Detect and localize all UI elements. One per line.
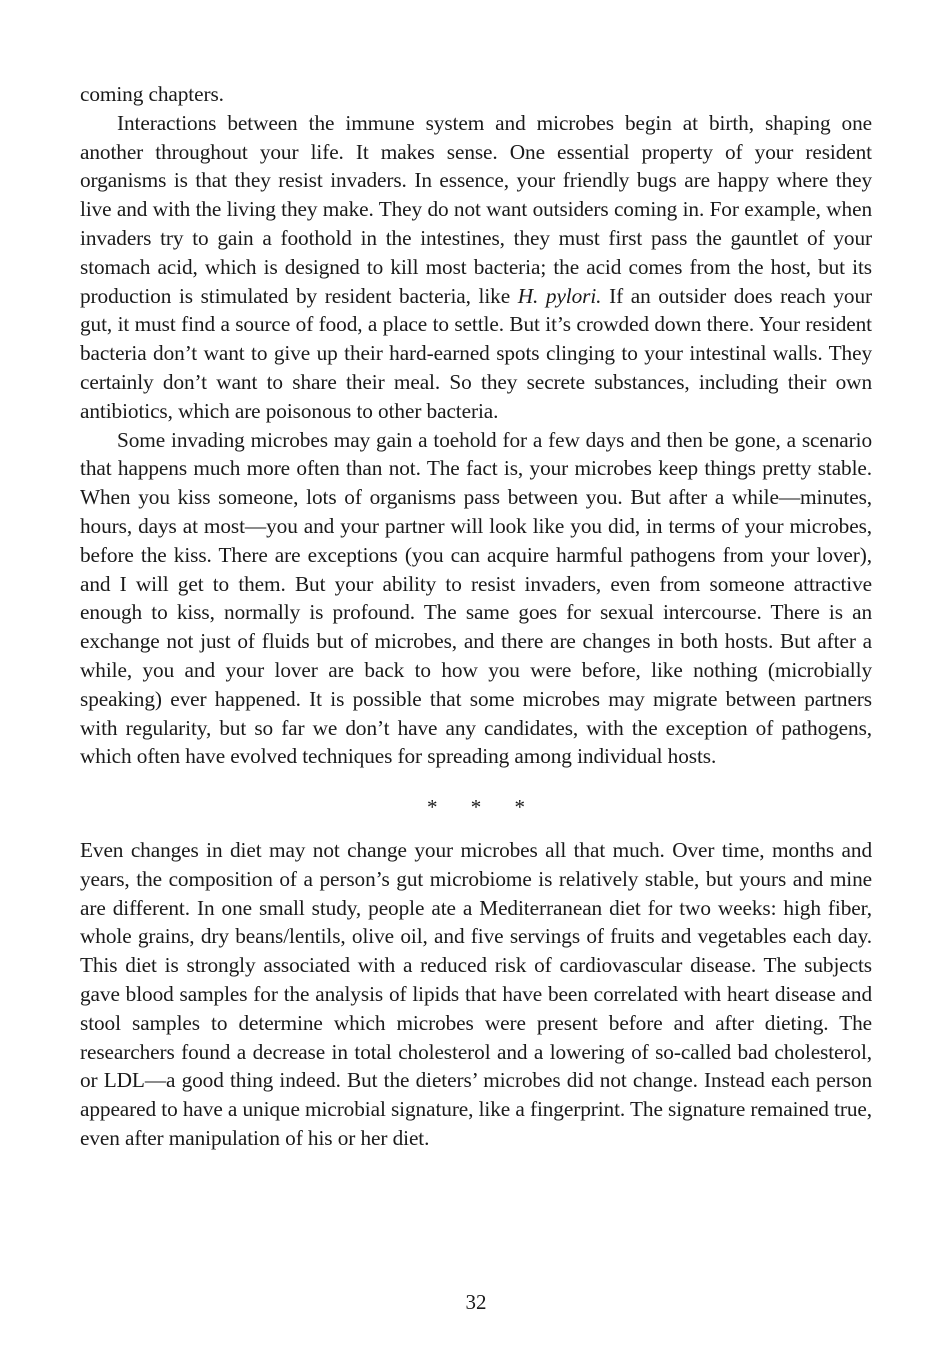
section-separator: * * * [427,795,539,820]
paragraph-immune-interactions [80,109,872,426]
paragraph-invading-microbes: Some invading microbes may gain a toehold for a few days and then be gone, a scenario that happens much more often than not. The fact is, your microbes keep things pretty stable. When you kiss someone, lots of organisms pass between you. But after a while—minutes, hours, days at most—you and your partner will look like you did, in terms of your microbes, before the kiss. There are exceptions (you can acquire harmful pathogens from your lover), and I will get to them. But your ability to resist invaders, even from someone attractive enough to kiss, normally is profound. The same goes for sexual intercourse. There is an exchange not just of fluids but of microbes, and there are changes in both hosts. But after a while, you and your lover are back to how you were before, like nothing (microbially speaking) ever happened. It is possible that some microbes may migrate between partners with regularity, but so far we don’t have any candidates, with the exception of pathogens, which often have evolved techniques for spreading among individual hosts. [80,427,872,769]
paragraph-diet-changes: Even changes in diet may not change your microbes all that much. Over time, months and years, the composition of a person’s gut microbiome is relatively stable, but yours and mine are different. In one small study, people ate a Mediterranean diet for two weeks: high fiber, whole grains, dry beans/lentils, olive oil, and five servings of fruits and vegetables each day. This diet is strongly associated with a reduced risk of cardiovascular disease. The subjects gave blood samples for the analysis of lipids that have been correlated with heart disease and stool samples to determine which microbes were present before and after dieting. The researchers found a decrease in total cholesterol and a lowering of so-called bad cholesterol, or LDL—a good thing indeed. But the dieters’ microbes did not change. Instead each person appeared to have a unique microbial signature, like a fingerprint. The signature remained true, even after manipulation of his or her diet. [80,837,872,1150]
page-body [80,80,872,1153]
paragraph-continuation: coming chapters. [80,82,224,106]
paragraph-text: Interactions between the immune system and microbes begin at birth, shaping one another throughout your life. It makes sense. One essential property of your resident organisms is that they resist invaders. In essence, your friendly bugs are happy where they live and with the living they make. They do not want outsiders coming in. For example, when invaders try to gain a foothold in the intestines, they must first pass the gauntlet of your stomach acid, which is designed to kill most bacteria; the acid comes from the host, but its production is stimulated by resident bacteria, like [80,110,872,308]
paragraph-text: If an outsider does reach your gut, it must find a source of food, a place to settle. But it’s crowded down there. Your resident bacteria don’t want to give up their hard-earned spots clinging to your intestinal walls. They certainly don’t want to share their meal. So they secrete substances, including their own antibiotics, which are poisonous to other bacteria. [80,283,872,423]
page-number: 32 [465,1290,487,1314]
species-name: H. pylori. [517,283,602,308]
